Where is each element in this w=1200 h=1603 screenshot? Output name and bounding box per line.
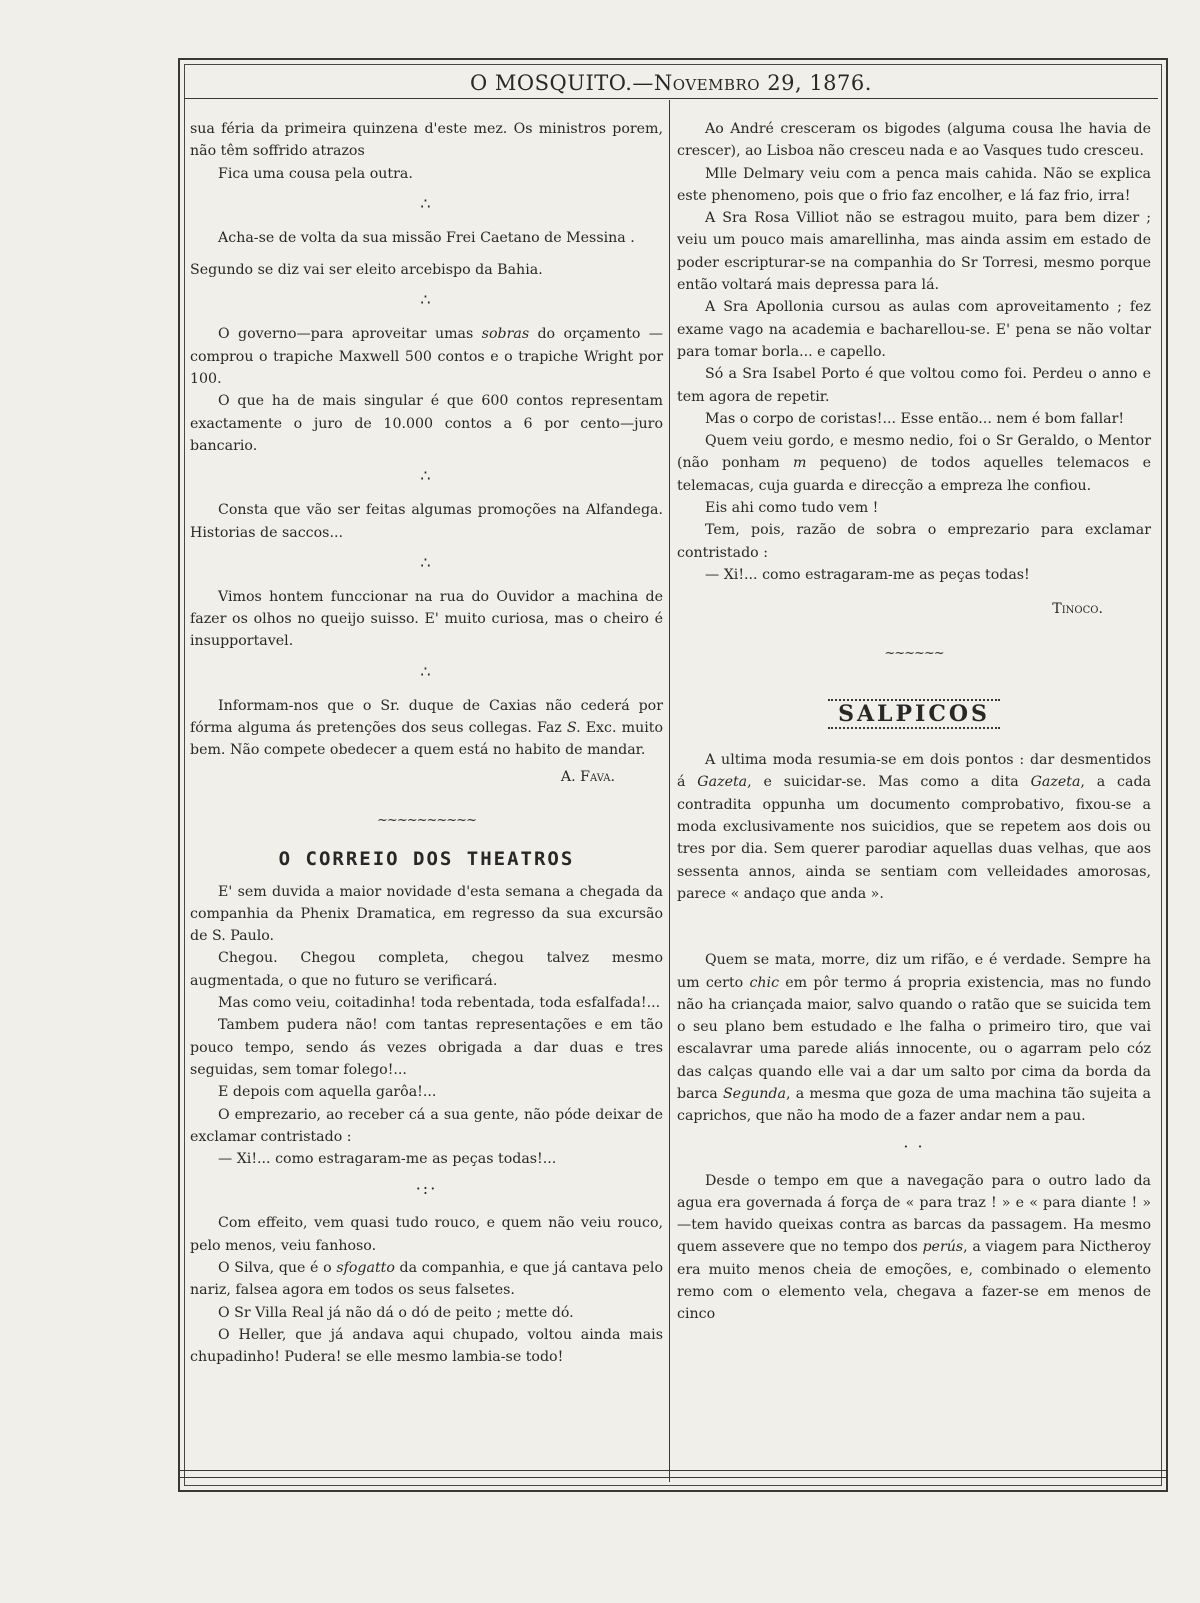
text-run: Quem veiu gordo, e mesmo nedio, foi o Sr Geraldo, o Mentor (não ponham [677,433,1151,472]
section-title: O CORREIO DOS THEATROS [278,848,575,871]
paragraph [190,323,663,390]
text-run: do orçamento — comprou o trapiche Maxwell 500 contos e o trapiche Wright por 100. [190,326,663,388]
spacer [677,905,1151,949]
separator: ∴ [420,466,433,486]
separator: ∴ [420,661,433,681]
paragraph: A Sra Apollonia cursou as aulas com aproveitamento ; fez exame vago na academia e bacharellou-se. E' pena se não voltar para tomar borla... e capello. [677,299,1151,360]
paragraph: Segundo se diz vai ser eleito arcebispo da Bahia. [190,262,543,279]
salpicos-title [677,699,1151,729]
paragraph [677,1170,1151,1326]
salpicos-heading: SALPICOS [828,699,1000,729]
right-column [673,100,1155,1489]
text-run: pequeno) de todos aquelles telemacos e telemacas, cuja guarda e direcção a empreza lhe confiou. [677,455,1151,494]
text-run-italic: m [793,455,807,472]
masthead-date: 29, 1876. [760,71,872,95]
paragraph: Tambem pudera não! com tantas representações e em tão pouco tempo, sendo ás vezes obrigada a dar duas e tres seguidas, sem tomar folego!... [190,1017,663,1078]
text-run-italic: S. [566,720,581,737]
text-run: A ultima moda resumia-se em dois pontos : dar desmentidos á [677,752,1151,791]
paragraph: E' sem duvida a maior novidade d'esta semana a chegada da companhia da Phenix Dramatica, em regresso da sua excursão de S. Paulo. [190,883,663,945]
text-run-italic: sobras [481,326,530,343]
paragraph: Fica uma cousa pela outra. [218,165,413,182]
masthead-month: Novembro [653,71,761,95]
separator: ·:· [415,1179,438,1199]
paragraph: Com effeito, vem quasi tudo rouco, e quem não veiu rouco, pelo menos, veiu fanhoso. [190,1215,663,1254]
paragraph: A Sra Rosa Villiot não se estragou muito, para bem dizer ; veiu um pouco mais amarellinha, mas ainda assim em estado de poder escripturar-se na companhia do Sr Torresi, mesmo porque então voltará mais depressa para lá. [677,210,1151,294]
paragraph [190,695,663,762]
text-run: , a cada contradita oppunha um documento comprobativo, fixou-se a moda exclusivamente nos suicidios, que se repetem aos dois ou tres por dia. Sem querer parodiar aquellas duas velhas, que aos sessenta annos, ainda se sentiam com velleidades amorosas, parece « andaço que anda ». [677,774,1152,902]
paragraph: Ao André cresceram os bigodes (alguma cousa lhe havia de crescer), ao Lisboa não cresceu nada e ao Vasques tudo cresceu. [677,121,1151,160]
text-run-italic: Segunda [722,1085,786,1102]
paragraph: Mas como veiu, coitadinha! toda rebentada, toda esfalfada!... [218,995,661,1012]
masthead [184,64,1158,99]
signature: A. Fava. [560,768,615,785]
paragraph: — Xi!... como estragaram-me as peças todas! [705,566,1030,583]
separator: ∴ [420,552,433,572]
paragraph: O que ha de mais singular é que 600 contos representam exactamente o juro de 10.000 contos a 6 por cento—juro bancario. [190,393,663,454]
paragraph: Tem, pois, razão de sobra o emprezario para exclamar contristado : [677,522,1151,561]
text-run: Desde o tempo em que a navegação para o outro lado da agua era governada á força de « para traz ! » e « para diante ! » —tem havido queixas contra as barcas da passagem. Ha mesmo quem assevere que no tempo dos [677,1172,1151,1256]
paragraph: Chegou. Chegou completa, chegou talvez mesmo augmentada, o que no futuro se verificará. [190,950,663,989]
paragraph: sua féria da primeira quinzena d'este mez. Os ministros porem, não têm soffrido atrazos [190,121,663,160]
text-run: O Silva, que é o [218,1259,337,1276]
text-run: O governo—para aproveitar umas [218,326,482,343]
paragraph [677,430,1151,497]
text-run-italic: chic [749,974,780,991]
paragraph: Mas o corpo de coristas!... Esse então... nem é bom fallar! [705,410,1125,427]
paragraph: Só a Sra Isabel Porto é que voltou como foi. Perdeu o anno e tem agora de repetir. [677,366,1151,405]
ornament-divider: ~~~~~~~~~~ [377,812,476,828]
paragraph [190,1257,663,1302]
text-run-italic: Gazeta [697,774,748,791]
paragraph: — Xi!... como estragaram-me as peças todas!... [218,1151,557,1168]
separator: · · [903,1136,925,1156]
text-run: , e suicidar-se. Mas como a dita [747,774,1031,791]
ornament-divider: ~~~~~~ [884,645,944,661]
paragraph: Vimos hontem funccionar na rua do Ouvidor a machina de fazer os olhos no queijo suisso. E' muito curiosa, mas o cheiro é insupportavel. [190,588,663,650]
paragraph [677,749,1151,905]
paragraph: Acha-se de volta da sua missão Frei Caetano de Messina . [218,229,635,246]
paragraph: E depois com aquella garôa!... [218,1084,437,1101]
text-run: em pôr termo á propria existencia, mas no fundo não ha criançada maior, salvo quando o ratão que se suicida tem o seu plano bem estudado e lhe falha o primeiro tiro, que vai escalavrar uma parede aliás innocente, ou o agarram pelo cóz das calças quando elle vai a dar um salto por cima da borda da barca [677,974,1151,1102]
text-run: Quem se mata, morre, diz um rifão, e é verdade. Sempre ha um certo [677,952,1151,991]
paragraph: O Sr Villa Real já não dá o dó de peito ; mette dó. [218,1304,574,1321]
separator: ∴ [420,290,433,310]
signature: Tinoco. [1052,601,1103,618]
paragraph: Eis ahi como tudo vem ! [705,500,879,517]
text-run: da companhia, e que já cantava pelo nariz, falsea agora em todos os seus falsetes. [190,1259,663,1299]
left-column [186,100,667,1489]
bottom-rule [178,1470,1168,1478]
text-run-italic: sfogatto [336,1259,395,1276]
text-run-italic: Gazeta [1030,774,1081,791]
paragraph: O Heller, que já andava aqui chupado, voltou ainda mais chupadinho! Pudera! se elle mesmo lambia-se todo! [190,1326,663,1366]
paragraph [677,949,1151,1127]
paragraph: Mlle Delmary veiu com a penca mais cahida. Não se explica este phenomeno, pois que o frio faz encolher, e lá faz frio, irra! [677,165,1151,204]
text-run: , a mesma que goza de uma machina tão sujeita a caprichos, que não ha modo de a fazer andar nem a pau. [677,1085,1151,1125]
paragraph: O emprezario, ao receber cá a sua gente, não póde deixar de exclamar contristado : [190,1106,663,1145]
paragraph: Consta que vão ser feitas algumas promoções na Alfandega. Historias de saccos... [190,502,663,541]
masthead-title: O MOSQUITO.— [470,71,654,95]
text-run: , a viagem para Nictheroy era muito menos cheia de emoções, e, combinado o elemento remo com o elemento vela, chegava a fazer-se em menos de cinco [677,1239,1151,1323]
separator: ∴ [420,193,433,213]
text-run: Informam-nos que o Sr. duque de Caxias não cederá por fórma alguma ás pretenções dos seus collegas. Faz [190,697,663,737]
text-run-italic: perús [922,1239,964,1256]
text-run: Exc. muito bem. Não compete obedecer a quem está no habito de mandar. [190,720,663,759]
column-divider [669,100,670,1482]
